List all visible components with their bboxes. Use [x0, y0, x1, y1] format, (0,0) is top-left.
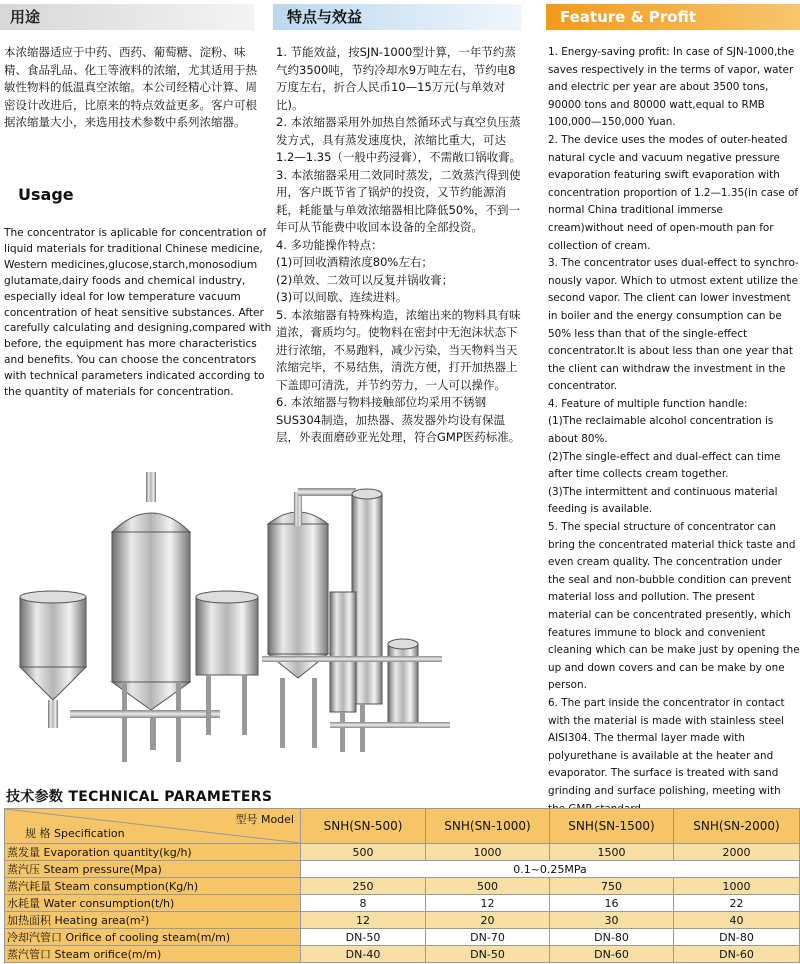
feature-item-cn: 2. 本浓缩器采用外加热自然循环式与真空负压蒸发方式，具有蒸发速度快，浓缩比重大，可达1.2—1.35（一般中药浸膏），不需敞口锅收膏。	[276, 115, 522, 164]
row-label: 冷却汽管口 Orifice of cooling steam(m/m)	[5, 929, 301, 946]
section-header-usage-cn: 用途	[0, 4, 254, 30]
usage-paragraph-cn: 本浓缩器适应于中药、西药、葡萄糖、淀粉、味精、食品乳品、化工等液料的浓缩，尤其适用于热敏性物料的低温真空浓缩。本公司经精心计算、周密设计改进后，比原来的特点效益更多。客户可根据浓缩量大小，来选用技术参数中系列浓缩器。	[4, 45, 257, 129]
feature-item-cn: 6. 本浓缩器与物料接触部位均采用不锈钢SUS304制造，加热器、蒸发器外均设有保温层，外表面磨砂亚光处理，符合GMP医药标准。	[276, 395, 521, 444]
row-label: 加热面积 Heating area(m²)	[5, 912, 301, 929]
section-header-features-en: Feature & Profit	[546, 4, 800, 30]
table-cell: 500	[301, 844, 426, 861]
table-row	[5, 861, 800, 878]
feature-item-en: 4. Feature of multiple function handle:	[548, 397, 748, 410]
row-label: 蒸汽管口 Steam orifice(m/m)	[5, 946, 301, 963]
usage-paragraph-en: The concentrator is aplicable for concentration of liquid materials for traditional Chinese medicine, Western medicines,glucose,starch,monosodium glutamate,dairy foods and chemical industry, especially ideal for low temperature vacuum concentration of heat sensitive substances. After carefully calculating and designing,compared with before, the equipment has more characteristics and benefits. You can choose the concentrators with technical parameters indicated according to the quantity of materials for concentration.	[4, 227, 272, 399]
model-header: SNH(SN-1500)	[550, 809, 674, 844]
concentrator-equipment-photo	[0, 472, 470, 772]
table-cell: 250	[301, 878, 426, 895]
features-list-en	[548, 44, 800, 818]
table-cell: 1000	[426, 844, 550, 861]
feature-item-en: 2. The device uses the modes of outer-heated natural cycle and vacuum negative pressure evaporation featuring swift evaporation with concentration proportion of 1.2—1.35(in case of normal China traditional immerse cream)without need of open-mouth pan for collection of cream.	[548, 133, 799, 252]
table-row	[5, 929, 800, 946]
table-cell: 750	[550, 878, 674, 895]
table-cell: 12	[426, 895, 550, 912]
model-header: SNH(SN-2000)	[674, 809, 800, 844]
table-row	[5, 912, 800, 929]
table-cell: DN-70	[426, 929, 550, 946]
table-cell: 500	[426, 878, 550, 895]
corner-spec-label: 规 格 Specification	[25, 827, 125, 840]
feature-item-en: (2)The single-effect and dual-effect can time after time collects cream together.	[548, 450, 781, 481]
model-header: SNH(SN-500)	[301, 809, 426, 844]
left-evaporator-unit	[20, 472, 258, 762]
technical-parameters-table	[4, 808, 800, 963]
table-cell: DN-80	[674, 929, 800, 946]
table-cell: 1500	[550, 844, 674, 861]
table-cell: 8	[301, 895, 426, 912]
table-cell: DN-40	[301, 946, 426, 963]
feature-item-en: 5. The special structure of concentrator can bring the concentrated material thick taste and even cream quality. The concentration under the seal and non-bubble condition can prevent material loss and pollution. The present material can be concentrated presently, which features immune to block and convenient cleaning which can be make just by opening the up and down covers and can be make by one person.	[548, 521, 800, 692]
feature-item-en: (1)The reclaimable alcohol concentration is about 80%.	[548, 415, 774, 446]
table-cell: DN-60	[550, 946, 674, 963]
corner-model-label: 型号 Model	[235, 813, 294, 826]
model-header: SNH(SN-1000)	[426, 809, 550, 844]
table-cell: DN-60	[674, 946, 800, 963]
row-label: 水耗量 Water consumption(t/h)	[5, 895, 301, 912]
technical-parameters-title: 技术参数 TECHNICAL PARAMETERS	[6, 789, 273, 805]
table-cell-merged: 0.1~0.25MPa	[301, 861, 800, 878]
feature-item-cn: (3)可以间歇、连续进料。	[276, 290, 408, 304]
table-cell: DN-50	[426, 946, 550, 963]
table-row	[5, 895, 800, 912]
section-header-features-cn: 特点与效益	[273, 4, 521, 30]
table-row	[5, 844, 800, 861]
table-row	[5, 946, 800, 963]
table-cell: DN-80	[550, 929, 674, 946]
table-cell: 40	[674, 912, 800, 929]
feature-item-cn: 3. 本浓缩器采用二效同时蒸发，二效蒸汽得到使用，客户既节省了锅炉的投资，又节约能源消耗，耗能量与单效浓缩器相比降低50%，不到一年可从节能费中收回本设备的全部投资。	[276, 167, 521, 234]
feature-item-cn: (1)可回收酒精浓度80%左右；	[276, 255, 433, 269]
row-label: 蒸发量 Evaporation quantity(kg/h)	[5, 844, 301, 861]
feature-item-cn: (2)单效、二效可以反复并锅收膏；	[276, 272, 454, 287]
table-cell: 12	[301, 912, 426, 929]
feature-item-cn: 5. 本浓缩器有特殊构造，浓缩出来的物料具有味道浓，膏质均匀。使物料在密封中无泡沫状态下进行浓缩，不易跑料，减少污染，当天物料当天浓缩完毕，不易结焦，清洗方便，打开加热器上下盖即可清洗，并节约劳力，一人可以操作。	[276, 307, 521, 392]
table-cell: 30	[550, 912, 674, 929]
table-header-row	[5, 809, 800, 844]
table-cell: 20	[426, 912, 550, 929]
features-list-cn	[276, 44, 524, 447]
feature-item-en: 3. The concentrator uses dual-effect to synchro-nously vapor. Which to utmost extent utilize the second vapor. The client can lower investment in boiler and the energy consumption can be 50% less than that of the single-effect concentrator.It is about less than one year that the client can withdraw the investment in the concentrator.	[548, 257, 799, 393]
feature-item-en: 6. The part inside the concentrator in contact with the material is made with stainless steel AISI304. The thermal layer made with polyurethane is available at the heater and evaporator. The surface is treated with sand grinding and surface polishing, meeting with	[548, 696, 785, 797]
usage-heading-en: Usage	[18, 185, 74, 204]
table-cell: 1000	[674, 878, 800, 895]
feature-item-en: (3)The intermittent and continuous material feeding is available.	[548, 485, 778, 516]
table-cell: DN-50	[301, 929, 426, 946]
table-cell: 16	[550, 895, 674, 912]
table-corner-cell	[5, 809, 301, 844]
row-label: 蒸汽耗量 Steam consumption(Kg/h)	[5, 878, 301, 895]
table-row	[5, 878, 800, 895]
right-evaporator-unit	[262, 488, 450, 752]
table-cell: 2000	[674, 844, 800, 861]
table-cell: 22	[674, 895, 800, 912]
feature-item-cn: 1. 节能效益，按SJN-1000型计算，一年节约蒸气约3500吨，节约冷却水9万吨左右，节约电8万度左右，折合人民币10—15万元(与单效对比)。	[276, 45, 516, 112]
row-label: 蒸汽压 Steam pressure(Mpa)	[5, 861, 301, 878]
feature-item-en: 1. Energy-saving profit: In case of SJN-1000,the saves respectively in the terms of vapor, water and electric per year are about 3500 tons, 90000 tons and 80000 watt,equal to RMB 100,000—150,000 Yuan.	[548, 46, 795, 129]
feature-item-cn: 4. 多功能操作特点：	[276, 237, 383, 252]
